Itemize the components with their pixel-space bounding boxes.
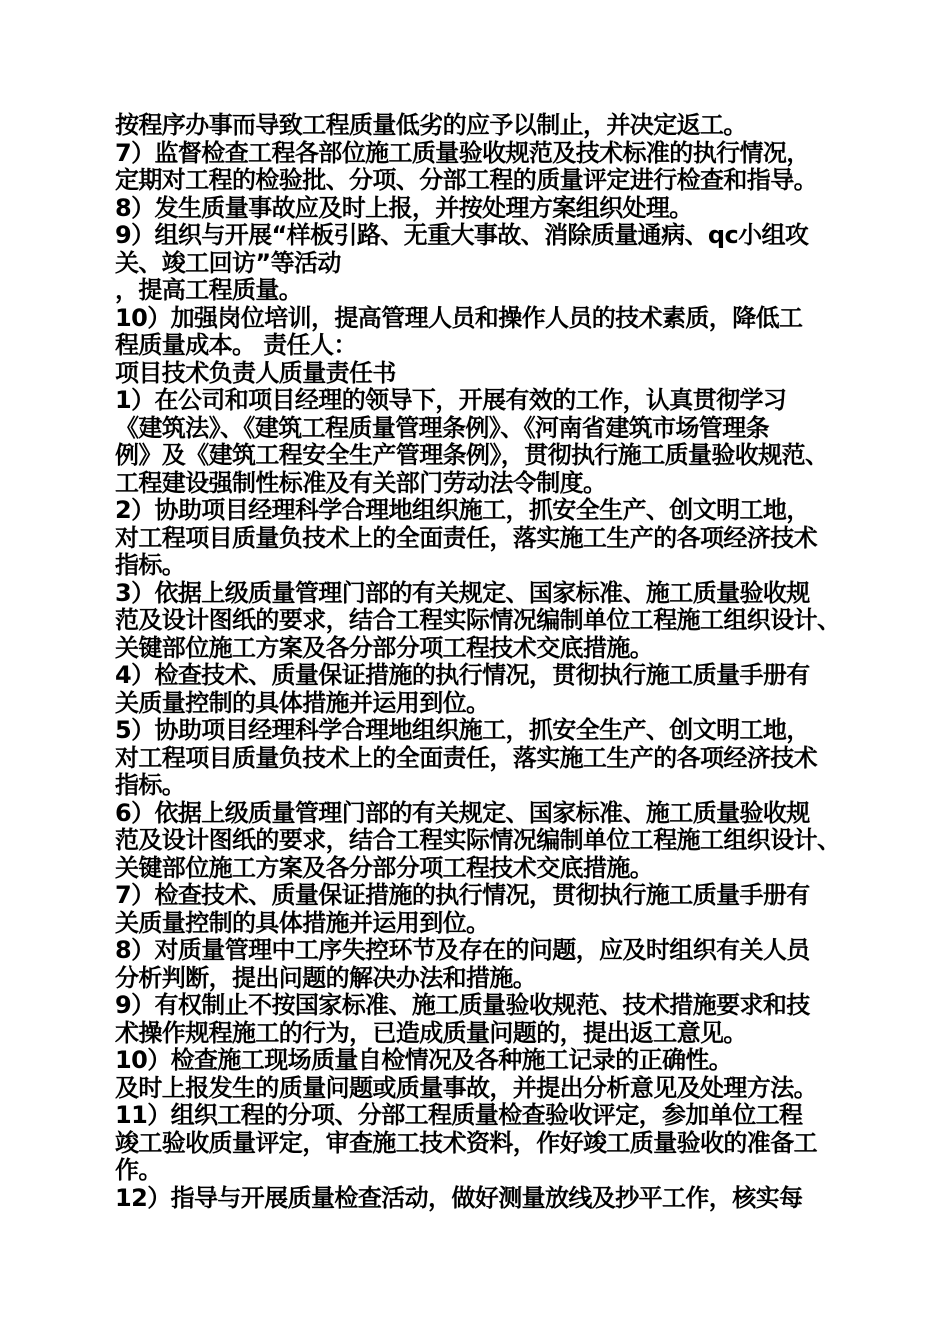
- text-line: 12）指导与开展质量检查活动，做好测量放线及抄平工作，核实每: [115, 1183, 803, 1212]
- text-line: 范及设计图纸的要求，结合工程实际情况编制单位工程施工组织设计、: [115, 606, 841, 634]
- text-line: ，提高工程质量。: [115, 276, 303, 304]
- text-line: 及时上报发生的质量问题或质量事故，并提出分析意见及处理方法。: [115, 1073, 817, 1102]
- text-line: 分析判断，提出问题的解决办法和措施。: [115, 963, 537, 992]
- text-line: 《建筑法》、《建筑工程质量管理条例》、《河南省建筑市场管理条: [115, 413, 769, 442]
- text-line: 关质量控制的具体措施并运用到位。: [115, 688, 490, 717]
- text-line: 对工程项目质量负技术上的全面责任，落实施工生产的各项经济技术: [115, 743, 817, 772]
- text-line: 例》及《建筑工程安全生产管理条例》，贯彻执行施工质量验收规范、: [115, 441, 829, 469]
- text-line: 项目技术负责人质量责任书: [115, 358, 396, 387]
- text-line: 5）协助项目经理科学合理地组织施工，抓安全生产、创文明工地，: [115, 716, 810, 744]
- text-line: 9）有权制止不按国家标准、施工质量验收规范、技术措施要求和技: [115, 991, 810, 1019]
- text-line: 作。: [115, 1156, 162, 1184]
- text-line: 6）依据上级质量管理门部的有关规定、国家标准、施工质量验收规: [115, 798, 810, 827]
- text-line: 7）监督检查工程各部位施工质量验收规范及技术标准的执行情况，: [115, 138, 810, 167]
- text-line: 10）检查施工现场质量自检情况及各种施工记录的正确性。: [115, 1046, 733, 1074]
- text-line: 程质量成本。 责任人：: [115, 331, 357, 359]
- text-line: 工程建设强制性标准及有关部门劳动法令制度。: [115, 468, 607, 497]
- text-line: 关、竣工回访”等活动: [115, 248, 341, 277]
- text-line: 按程序办事而导致工程质量低劣的应予以制止，并决定返工。: [115, 111, 747, 139]
- text-line: 范及设计图纸的要求，结合工程实际情况编制单位工程施工组织设计、: [115, 826, 841, 854]
- text-line: 4）检查技术、质量保证措施的执行情况，贯彻执行施工质量手册有: [115, 661, 810, 689]
- text-line: 术操作规程施工的行为，已造成质量问题的，提出返工意见。: [115, 1018, 747, 1047]
- text-line: 3）依据上级质量管理门部的有关规定、国家标准、施工质量验收规: [115, 578, 810, 607]
- text-line: 竣工验收质量评定，审查施工技术资料，作好竣工质量验收的准备工: [115, 1128, 817, 1157]
- text-line: 9）组织与开展“样板引路、无重大事故、消除质量通病、qc小组攻: [115, 221, 809, 249]
- text-line: 关键部位施工方案及各分部分项工程技术交底措施。: [115, 633, 654, 662]
- text-line: 2）协助项目经理科学合理地组织施工，抓安全生产、创文明工地，: [115, 496, 810, 524]
- document-body: [115, 112, 855, 1212]
- text-line: 关键部位施工方案及各分部分项工程技术交底措施。: [115, 853, 654, 882]
- text-line: 定期对工程的检验批、分项、分部工程的质量评定进行检查和指导。: [115, 166, 817, 194]
- text-line: 对工程项目质量负技术上的全面责任，落实施工生产的各项经济技术: [115, 523, 817, 552]
- text-line: 指标。: [115, 771, 186, 799]
- text-line: 指标。: [115, 551, 186, 579]
- text-line: 关质量控制的具体措施并运用到位。: [115, 908, 490, 937]
- text-line: 10）加强岗位培训，提高管理人员和操作人员的技术素质，降低工: [115, 303, 803, 332]
- text-line: 8）对质量管理中工序失控环节及存在的问题，应及时组织有关人员: [115, 936, 810, 964]
- text-line: 8）发生质量事故应及时上报，并按处理方案组织处理。: [115, 193, 693, 222]
- text-line: 1）在公司和项目经理的领导下，开展有效的工作，认真贯彻学习: [115, 386, 787, 414]
- text-line: 11）组织工程的分项、分部工程质量检查验收评定，参加单位工程: [115, 1101, 803, 1129]
- text-line: 7）检查技术、质量保证措施的执行情况，贯彻执行施工质量手册有: [115, 881, 810, 909]
